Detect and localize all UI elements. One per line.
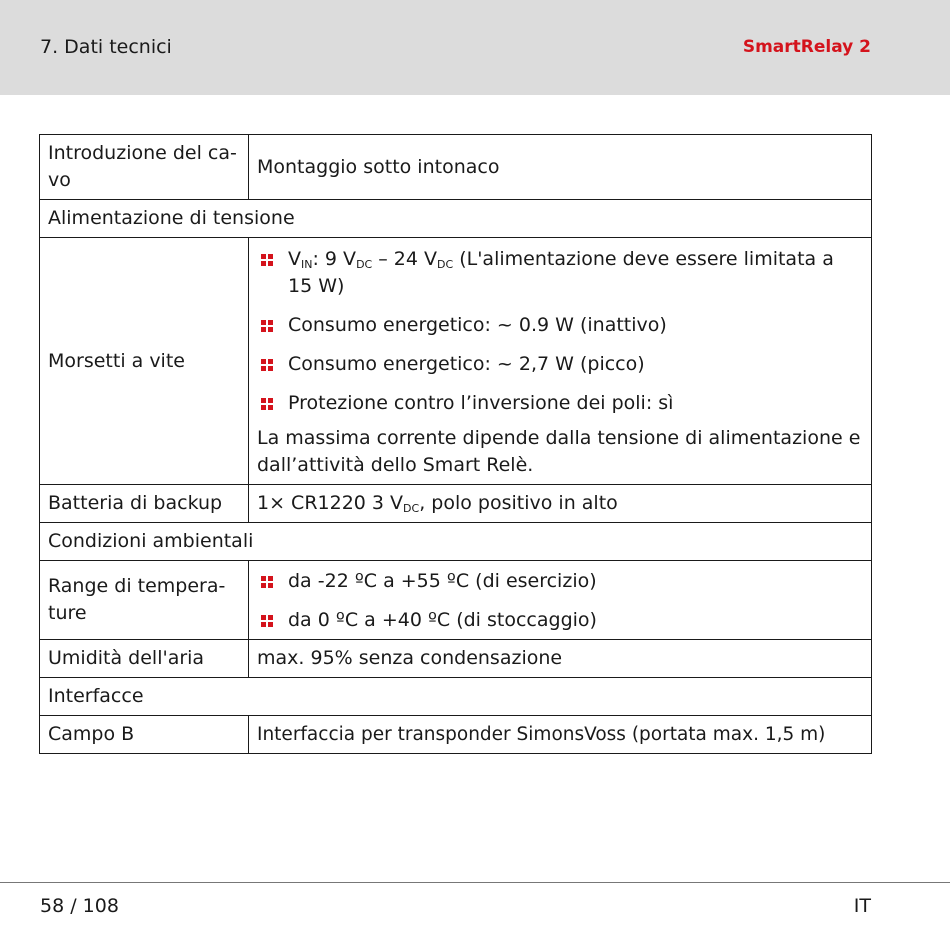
section-interfaces: Interfacce (40, 678, 872, 716)
row-label-battery: Batteria di backup (40, 485, 249, 523)
table-section-row (40, 200, 872, 238)
row-label-humidity: Umidità dell'aria (40, 640, 249, 678)
current-note: La massima corrente dipende dalla tensione di alimentazione e dall’attività dello Smart Relè. (257, 427, 861, 476)
specs-table (39, 134, 872, 754)
row-value-field: Interfaccia per transponder SimonsVoss (portata max. 1,5 m) (249, 716, 872, 754)
list-item: $V_{IN}$: 9 $V_{DC} - 24$ $V_{DC}$ (L'alimentazione deve essere limitata a 15 W) (257, 246, 863, 300)
page-header (0, 0, 950, 95)
table-row (40, 640, 872, 678)
list-item: Consumo energetico: ~ 0.9 W (inattivo) (257, 312, 863, 339)
section-environment: Condizioni ambientali (40, 523, 872, 561)
list-item: Protezione contro l’inversione dei poli: sì (257, 390, 863, 417)
bullet-icon (261, 615, 273, 627)
row-value-battery: 1× CR1220 3 $V_{DC}$, polo positivo in alto (249, 485, 872, 523)
bullet-icon (261, 359, 273, 371)
row-label-temperature: Range di tempera- ture (40, 561, 249, 640)
table-row (40, 716, 872, 754)
row-label-cable: Introduzione del ca- vo (40, 135, 249, 200)
row-label-field: Campo B (40, 716, 249, 754)
table-section-row (40, 523, 872, 561)
table-row (40, 561, 872, 640)
list-item: Consumo energetico: ~ 2,7 W (picco) (257, 351, 863, 378)
table-row (40, 485, 872, 523)
table-row (40, 135, 872, 200)
bullet-icon (261, 576, 273, 588)
row-value-terminals (249, 238, 872, 485)
list-item: da -22 ºC a +55 ºC (di esercizio) (257, 568, 863, 595)
row-value-humidity: max. 95% senza condensazione (249, 640, 872, 678)
row-label-terminals: Morsetti a vite (40, 238, 249, 485)
page-number: 58 / 108 (40, 895, 119, 917)
temperature-list (257, 568, 863, 634)
product-name: SmartRelay 2 (742, 37, 871, 57)
footer-divider (0, 882, 950, 883)
terminal-spec-list (257, 246, 863, 417)
section-power: Alimentazione di tensione (40, 200, 872, 238)
bullet-icon (261, 320, 273, 332)
bullet-icon (261, 254, 273, 266)
row-value-temperature (249, 561, 872, 640)
table-row (40, 238, 872, 485)
language-code: IT (853, 895, 871, 917)
table-section-row (40, 678, 872, 716)
row-value-cable: Montaggio sotto intonaco (249, 135, 872, 200)
bullet-icon (261, 398, 273, 410)
section-title: 7. Dati tecnici (40, 36, 172, 58)
list-item: da 0 ºC a +40 ºC (di stoccaggio) (257, 607, 863, 634)
